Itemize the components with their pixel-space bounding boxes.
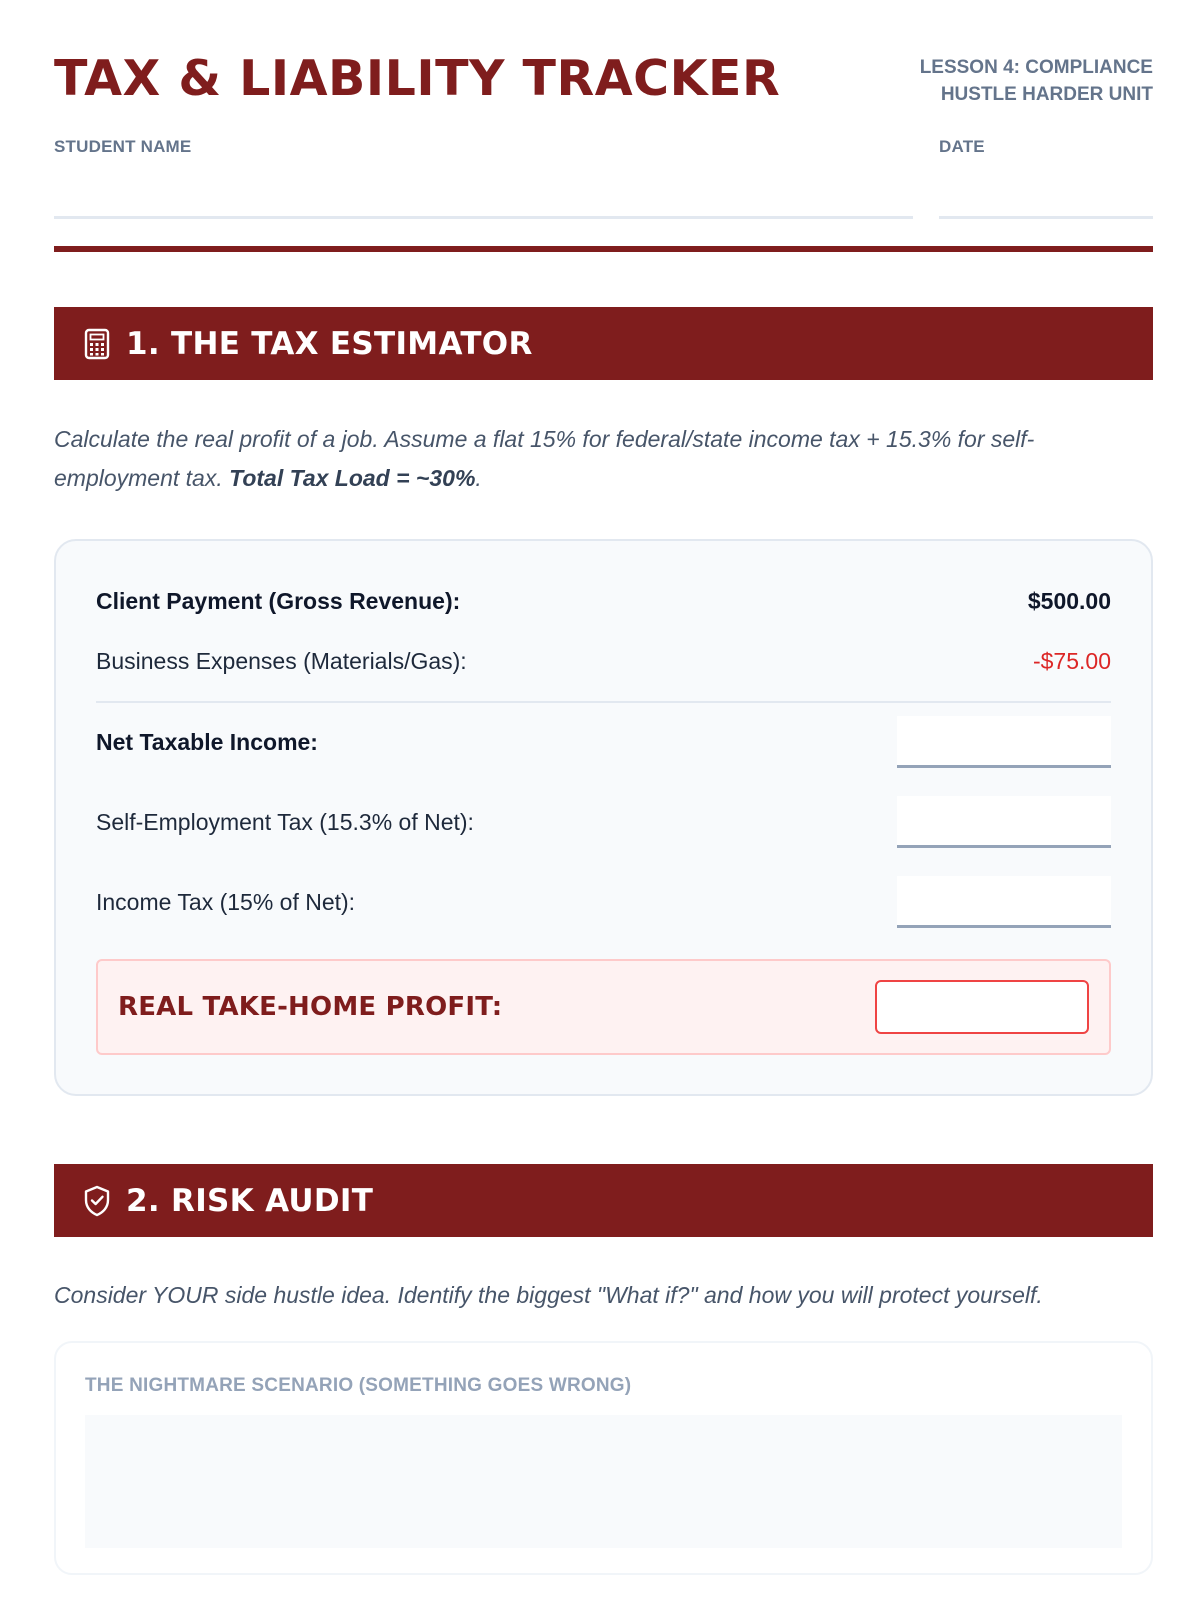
se-tax-input[interactable]: [897, 796, 1111, 848]
shield-check-icon: [82, 1185, 112, 1217]
se-tax-row: [96, 796, 1111, 848]
income-tax-label: Income Tax (15% of Net):: [96, 888, 356, 915]
se-tax-label: Self-Employment Tax (15.3% of Net):: [96, 808, 474, 835]
instructions-end: .: [475, 465, 482, 491]
nightmare-scenario-card: [54, 1341, 1153, 1575]
section-title: 2. RISK AUDIT: [126, 1182, 374, 1219]
take-home-profit-box: [96, 959, 1111, 1055]
instructions-text: Calculate the real profit of a job. Assume a flat 15% for federal/state income tax + 15.3% for self-employment tax.: [54, 426, 1035, 491]
student-name-field[interactable]: [54, 216, 913, 219]
net-income-row: [96, 716, 1111, 768]
student-name-label: STUDENT NAME: [54, 137, 192, 156]
calculator-icon: [82, 328, 112, 360]
gross-revenue-value: $500.00: [1027, 587, 1111, 614]
worksheet-page: [54, 0, 1153, 1600]
tax-estimator-card: [54, 539, 1153, 1096]
page-title: TAX & LIABILITY TRACKER: [54, 50, 781, 107]
section-title: 1. THE TAX ESTIMATOR: [126, 325, 533, 362]
lesson-info: [920, 54, 1153, 108]
nightmare-scenario-label: THE NIGHTMARE SCENARIO (SOMETHING GOES WRONG): [85, 1375, 632, 1396]
take-home-profit-input[interactable]: [875, 980, 1089, 1034]
net-income-label: Net Taxable Income:: [96, 728, 318, 755]
header-divider: [54, 246, 1153, 252]
lesson-line: LESSON 4: COMPLIANCE: [919, 57, 1153, 78]
gross-revenue-label: Client Payment (Gross Revenue):: [96, 587, 461, 614]
expenses-label: Business Expenses (Materials/Gas):: [96, 647, 467, 674]
income-tax-input[interactable]: [897, 876, 1111, 928]
gross-revenue-row: [96, 581, 1111, 621]
income-tax-row: [96, 876, 1111, 928]
section-risk-audit-header: [54, 1164, 1153, 1237]
card-divider: [96, 701, 1111, 703]
risk-audit-instructions: Consider YOUR side hustle idea. Identify the biggest "What if?" and how you will protect yourself.: [54, 1282, 1043, 1308]
date-field[interactable]: [939, 216, 1153, 219]
date-label: DATE: [939, 137, 985, 156]
take-home-profit-label: REAL TAKE-HOME PROFIT:: [118, 992, 503, 1022]
unit-line: HUSTLE HARDER UNIT: [940, 84, 1153, 105]
section-tax-estimator-header: [54, 307, 1153, 380]
net-income-input[interactable]: [897, 716, 1111, 768]
tax-estimator-instructions: [54, 420, 1153, 498]
total-tax-load: Total Tax Load = ~30%: [229, 465, 476, 491]
nightmare-scenario-textarea[interactable]: [85, 1415, 1122, 1548]
expenses-row: [96, 641, 1111, 681]
expenses-value: -$75.00: [1032, 647, 1111, 674]
